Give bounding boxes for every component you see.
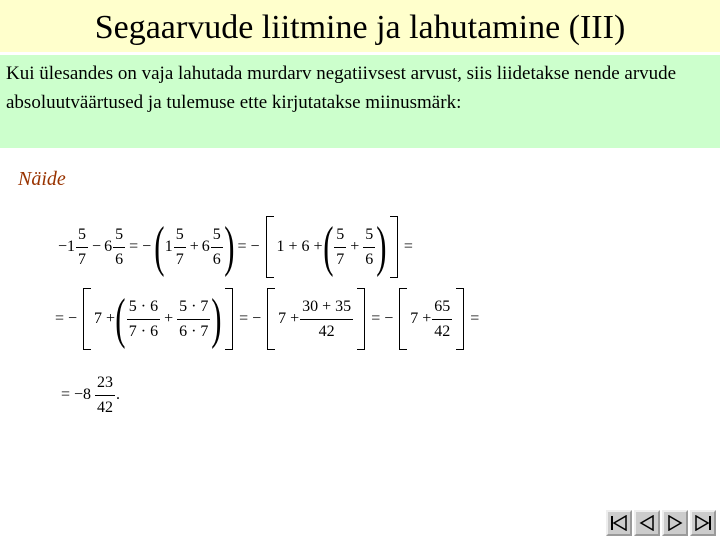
- bracket-right: [456, 288, 464, 350]
- term-whole: 6: [104, 238, 113, 255]
- operator: +: [164, 310, 174, 327]
- term-whole: 6: [201, 238, 210, 255]
- intro-text: Kui ülesandes on vaja lahutada murdarv negatiivsest arvust, siis liidetakse nende arvude absoluutväärtused ja tulemuse ette kirjutatakse miinusmärk:: [0, 55, 720, 148]
- paren-right: ): [376, 216, 387, 278]
- term: 7 +: [278, 310, 300, 327]
- paren-left: (: [322, 216, 334, 278]
- operator: = −: [239, 310, 262, 327]
- paren-left: (: [115, 288, 126, 350]
- bracket-right: [390, 216, 398, 278]
- period: .: [116, 386, 121, 403]
- equation-row-3: [58, 360, 120, 430]
- operator: −: [92, 238, 102, 255]
- example-label: Näide: [18, 168, 66, 190]
- term: 7 +: [94, 310, 116, 327]
- first-slide-button[interactable]: [606, 510, 632, 536]
- bracket-right: [225, 288, 233, 350]
- term: 1 + 6 +: [276, 238, 323, 255]
- bracket-left: [266, 216, 274, 278]
- term: 7 +: [410, 310, 432, 327]
- paren-right: ): [223, 216, 235, 278]
- fraction: $\frac{5 \cdot 6}{7 \cdot 6}$: [128, 297, 159, 340]
- bracket-left: [83, 288, 91, 350]
- last-icon: [694, 515, 712, 531]
- last-slide-button[interactable]: [690, 510, 716, 536]
- fraction: $\frac{5 \cdot 7}{6 \cdot 7}$: [179, 297, 209, 340]
- slide-navigation: [606, 510, 716, 536]
- term-whole: −1: [58, 238, 76, 255]
- first-icon: [610, 515, 628, 531]
- equation-row-1: [58, 212, 416, 282]
- operator: = −: [55, 310, 78, 327]
- fraction: $\frac{30 + 35}{42}$: [302, 297, 352, 340]
- page-title: Segaarvude liitmine ja lahutamine (III): [94, 9, 626, 46]
- fraction: $\frac{5}{6}$: [212, 225, 221, 268]
- term-whole: 1: [164, 238, 173, 255]
- next-icon: [666, 515, 684, 531]
- next-slide-button[interactable]: [662, 510, 688, 536]
- prev-icon: [638, 515, 656, 531]
- fraction: $\frac{5}{7}$: [175, 225, 184, 268]
- bracket-left: [267, 288, 275, 350]
- paren-right: ): [211, 288, 222, 350]
- fraction: $\frac{5}{6}$: [365, 225, 374, 268]
- previous-slide-button[interactable]: [634, 510, 660, 536]
- operator: =: [470, 310, 480, 327]
- operator: +: [189, 238, 199, 255]
- paren-left: (: [154, 216, 165, 278]
- fraction: $\frac{5}{7}$: [78, 225, 87, 268]
- fraction: $\frac{5}{7}$: [336, 225, 345, 268]
- fraction: $\frac{65}{42}$: [434, 297, 451, 340]
- operator: = −8: [61, 386, 92, 403]
- bracket-right: [357, 288, 365, 350]
- fraction: $\frac{5}{6}$: [115, 225, 124, 268]
- title-bar: [0, 0, 720, 52]
- equation-row-2: [52, 284, 482, 354]
- operator: = −: [129, 238, 152, 255]
- fraction: $\frac{23}{42}$: [97, 373, 114, 416]
- operator: = −: [237, 238, 260, 255]
- operator: +: [350, 238, 360, 255]
- operator: =: [403, 238, 413, 255]
- operator: = −: [371, 310, 394, 327]
- bracket-left: [399, 288, 407, 350]
